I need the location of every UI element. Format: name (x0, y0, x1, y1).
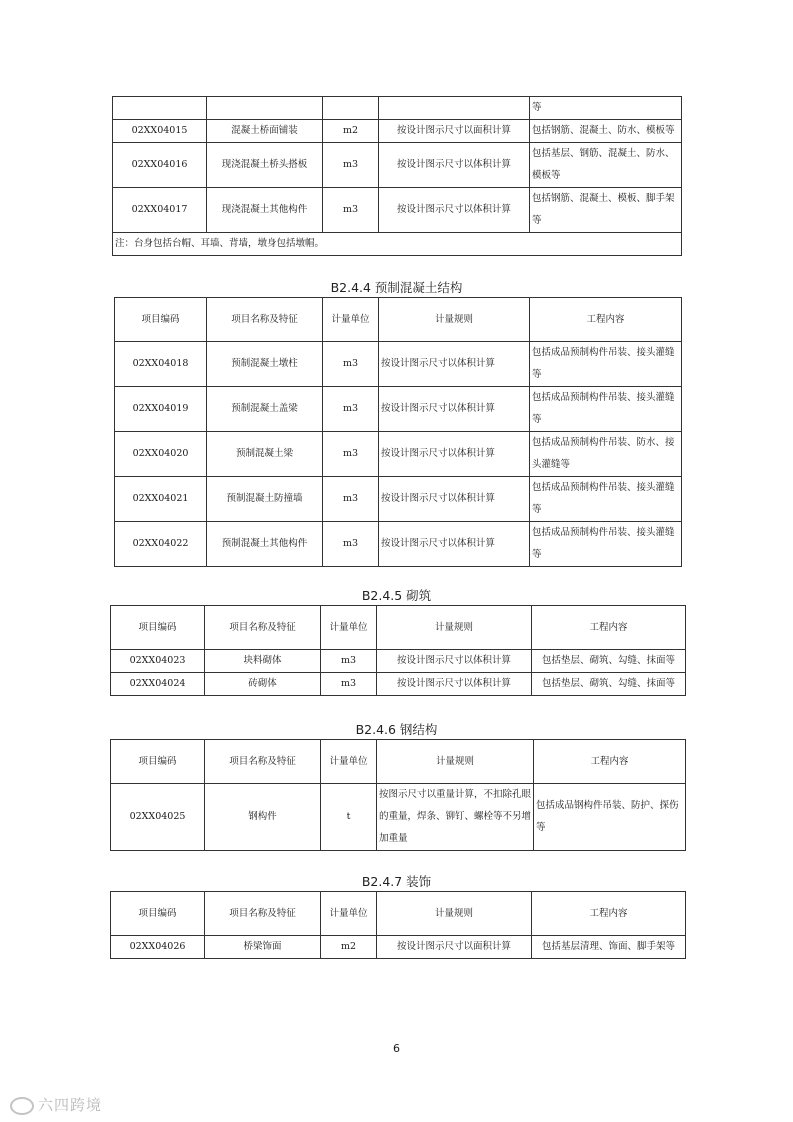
cell-name: 预制混凝土其他构件 (207, 522, 323, 567)
header-name: 项目名称及特征 (205, 892, 321, 936)
cell-content: 包括钢筋、混凝土、模板、脚手架等 (530, 188, 682, 233)
cell-rule: 按设计图示尺寸以体积计算 (379, 143, 530, 188)
header-content: 工程内容 (530, 298, 682, 342)
cell-rule: 按设计图示尺寸以面积计算 (379, 120, 530, 143)
table-row (115, 342, 682, 387)
cell-content: 包括成品预制构件吊装、接头灌缝等 (530, 342, 682, 387)
header-unit: 计量单位 (321, 892, 377, 936)
table-row (111, 650, 686, 673)
table-row (113, 233, 682, 256)
header-name: 项目名称及特征 (205, 740, 321, 784)
cell-unit: m3 (321, 673, 377, 696)
table-row (113, 188, 682, 233)
header-name: 项目名称及特征 (207, 298, 323, 342)
cell (323, 97, 379, 120)
cell-code: 02XX04024 (111, 673, 205, 696)
header-code: 项目编码 (115, 298, 207, 342)
cell-rule: 按设计图示尺寸以体积计算 (377, 673, 532, 696)
header-rule: 计量规则 (377, 740, 534, 784)
table-row (111, 673, 686, 696)
header-unit: 计量单位 (321, 606, 377, 650)
cell-name: 预制混凝土盖梁 (207, 387, 323, 432)
header-unit: 计量单位 (321, 740, 377, 784)
cell-rule: 按设计图示尺寸以面积计算 (377, 936, 532, 959)
table-row (113, 120, 682, 143)
table-note: 注：台身包括台帽、耳墙、背墙，墩身包括墩帽。 (113, 233, 682, 256)
section-title-masonry: B2.4.5 砌筑 (361, 588, 432, 603)
cell-unit: m2 (323, 120, 379, 143)
cell-content: 包括成品预制构件吊装、接头灌缝等 (530, 477, 682, 522)
cell-unit: m3 (323, 477, 379, 522)
watermark (10, 1094, 102, 1115)
cell-content: 包括基层、钢筋、混凝土、防水、模板等 (530, 143, 682, 188)
cell-unit: t (321, 784, 377, 851)
section-title-decoration: B2.4.7 装饰 (361, 874, 432, 889)
cell-rule: 按设计图示尺寸以体积计算 (379, 387, 530, 432)
table-precast-concrete (114, 297, 682, 567)
cell-name: 预制混凝土墩柱 (207, 342, 323, 387)
table-header-row (111, 606, 686, 650)
table-header-row (115, 298, 682, 342)
cell-unit: m3 (323, 432, 379, 477)
cell-rule: 按设计图示尺寸以体积计算 (379, 432, 530, 477)
cell-content: 包括钢筋、混凝土、防水、模板等 (530, 120, 682, 143)
cell-content: 包括垫层、砌筑、勾缝、抹面等 (532, 673, 686, 696)
table-row (115, 477, 682, 522)
cell-unit: m3 (323, 522, 379, 567)
table-header-row (111, 892, 686, 936)
page-number: 6 (393, 1042, 400, 1055)
cell-rule: 按设计图示尺寸以体积计算 (377, 650, 532, 673)
cell-code: 02XX04016 (113, 143, 207, 188)
cell-content: 包括基层清理、饰面、脚手架等 (532, 936, 686, 959)
cell-name: 预制混凝土防撞墙 (207, 477, 323, 522)
cell-content: 等 (530, 97, 682, 120)
table-row (115, 522, 682, 567)
section-title-precast: B2.4.4 预制混凝土结构 (330, 280, 463, 295)
cell-unit: m3 (321, 650, 377, 673)
table-row (113, 143, 682, 188)
cell-name: 混凝土桥面铺装 (207, 120, 323, 143)
table-header-row (111, 740, 686, 784)
table-row (111, 936, 686, 959)
cell-content: 包括成品预制构件吊装、接头灌缝等 (530, 522, 682, 567)
cell-rule: 按设计图示尺寸以体积计算 (379, 188, 530, 233)
cell-unit: m3 (323, 387, 379, 432)
cell-unit: m3 (323, 342, 379, 387)
table-row (111, 784, 686, 851)
header-unit: 计量单位 (323, 298, 379, 342)
header-content: 工程内容 (532, 892, 686, 936)
cell-unit: m3 (323, 143, 379, 188)
cell (113, 97, 207, 120)
cell-rule: 按设计图示尺寸以体积计算 (379, 342, 530, 387)
cell (207, 97, 323, 120)
cell-name: 钢构件 (205, 784, 321, 851)
cell-content: 包括成品预制构件吊装、防水、接头灌缝等 (530, 432, 682, 477)
header-content: 工程内容 (532, 606, 686, 650)
watermark-logo-icon (10, 1097, 34, 1115)
cell-code: 02XX04015 (113, 120, 207, 143)
table-decoration (110, 891, 686, 959)
cell-code: 02XX04020 (115, 432, 207, 477)
cell-content: 包括成品钢构件吊装、防护、探伤等 (534, 784, 686, 851)
table-row (115, 432, 682, 477)
cell-code: 02XX04017 (113, 188, 207, 233)
cell-name: 现浇混凝土桥头搭板 (207, 143, 323, 188)
table-row (115, 387, 682, 432)
table-bridge-concrete-continued (112, 96, 682, 256)
cell-code: 02XX04018 (115, 342, 207, 387)
cell-name: 桥梁饰面 (205, 936, 321, 959)
cell-name: 砖砌体 (205, 673, 321, 696)
header-rule: 计量规则 (377, 606, 532, 650)
cell-rule: 按图示尺寸以重量计算，不扣除孔眼的重量，焊条、铆钉、螺栓等不另增加重量 (377, 784, 534, 851)
header-name: 项目名称及特征 (205, 606, 321, 650)
table-masonry (110, 605, 686, 696)
header-code: 项目编码 (111, 892, 205, 936)
cell-rule: 按设计图示尺寸以体积计算 (379, 522, 530, 567)
cell (379, 97, 530, 120)
cell-code: 02XX04026 (111, 936, 205, 959)
cell-name: 预制混凝土梁 (207, 432, 323, 477)
watermark-text: 六四跨境 (38, 1096, 103, 1114)
cell-code: 02XX04019 (115, 387, 207, 432)
cell-unit: m2 (321, 936, 377, 959)
header-code: 项目编码 (111, 740, 205, 784)
header-content: 工程内容 (534, 740, 686, 784)
table-row (113, 97, 682, 120)
cell-content: 包括垫层、砌筑、勾缝、抹面等 (532, 650, 686, 673)
cell-code: 02XX04022 (115, 522, 207, 567)
cell-unit: m3 (323, 188, 379, 233)
cell-code: 02XX04025 (111, 784, 205, 851)
table-steel-structure (110, 739, 686, 851)
section-title-steel: B2.4.6 钢结构 (355, 722, 438, 737)
cell-name: 块料砌体 (205, 650, 321, 673)
cell-name: 现浇混凝土其他构件 (207, 188, 323, 233)
cell-code: 02XX04023 (111, 650, 205, 673)
cell-code: 02XX04021 (115, 477, 207, 522)
cell-rule: 按设计图示尺寸以体积计算 (379, 477, 530, 522)
cell-content: 包括成品预制构件吊装、接头灌缝等 (530, 387, 682, 432)
header-code: 项目编码 (111, 606, 205, 650)
header-rule: 计量规则 (377, 892, 532, 936)
header-rule: 计量规则 (379, 298, 530, 342)
